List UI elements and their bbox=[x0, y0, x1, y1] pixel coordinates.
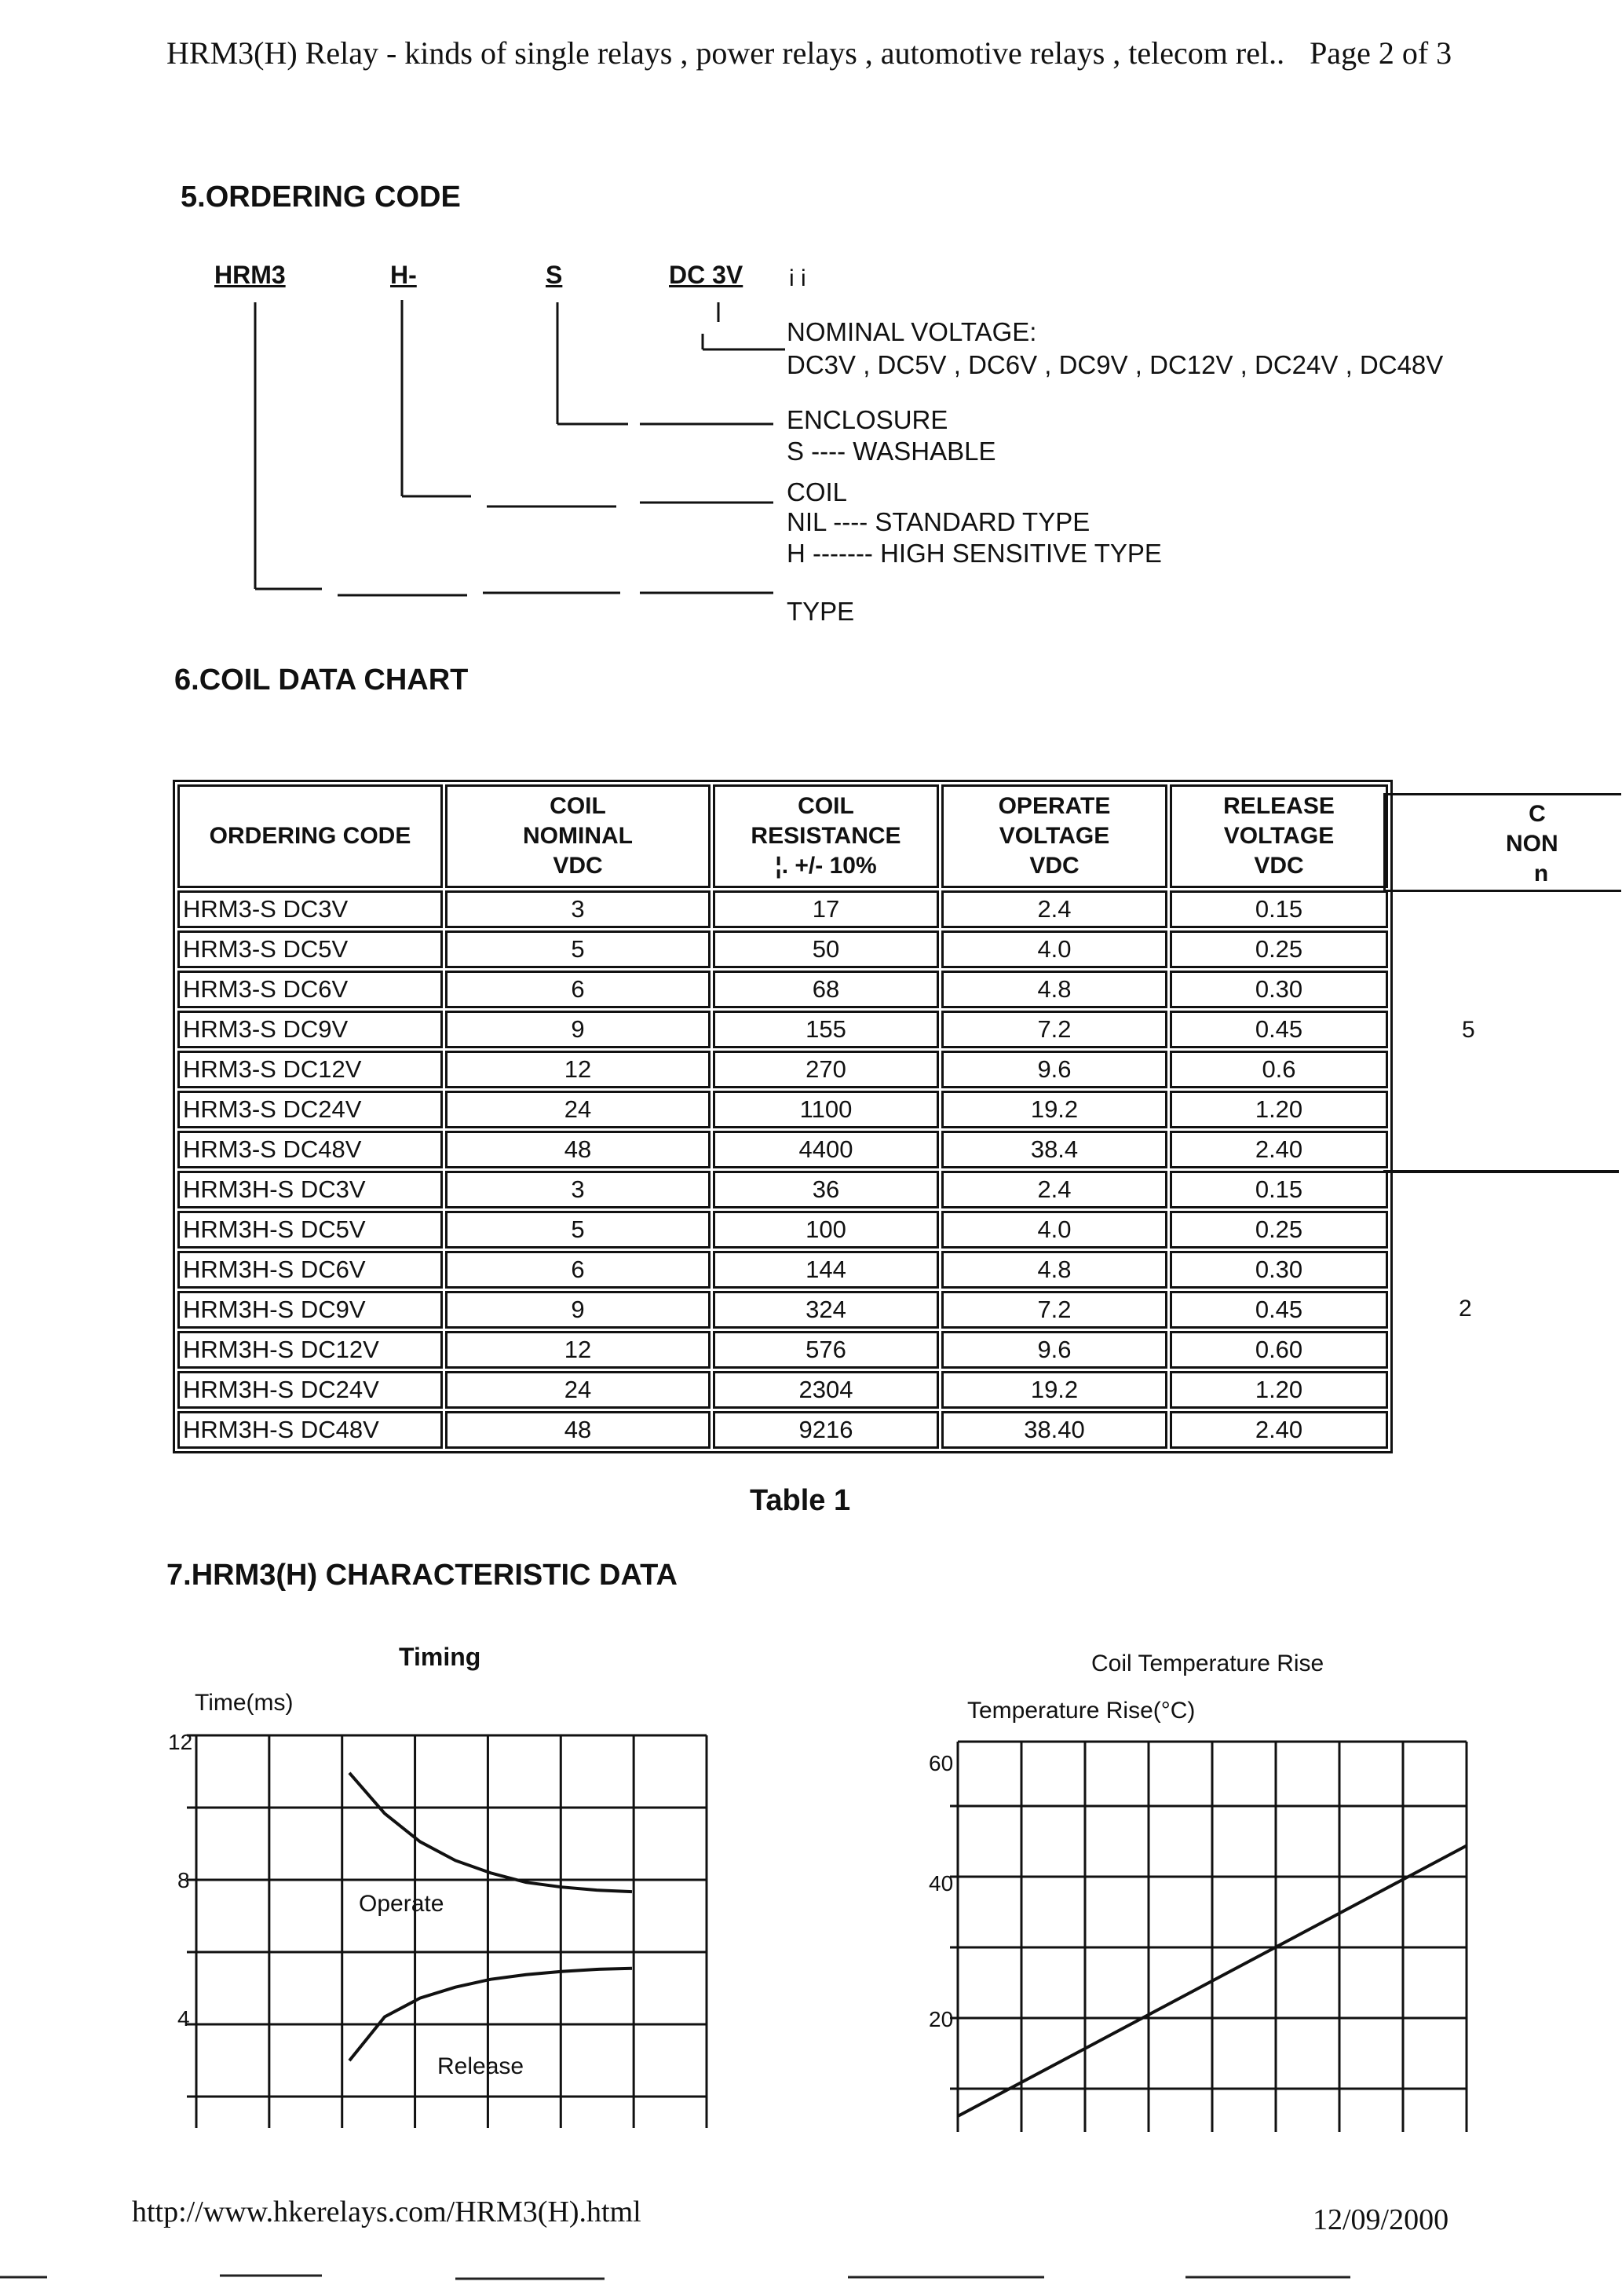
cell-coil-nominal: 6 bbox=[445, 1251, 711, 1289]
cell-coil-nominal: 24 bbox=[445, 1091, 711, 1128]
cell-coil-nominal: 9 bbox=[445, 1291, 711, 1329]
table-caption: Table 1 bbox=[750, 1484, 851, 1517]
cell-operate-voltage: 38.4 bbox=[941, 1131, 1167, 1168]
cell-operate-voltage: 4.8 bbox=[941, 971, 1167, 1008]
cut-header-line-1: C bbox=[1529, 801, 1546, 827]
cell-ordering-code: HRM3H-S DC12V bbox=[177, 1331, 443, 1369]
cut-header-line-3: n bbox=[1533, 861, 1549, 887]
cell-coil-resistance: 36 bbox=[713, 1171, 939, 1208]
cell-release-voltage: 0.25 bbox=[1170, 1211, 1388, 1249]
cell-operate-voltage: 2.4 bbox=[941, 1171, 1167, 1208]
cell-ordering-code: HRM3-S DC6V bbox=[177, 971, 443, 1008]
cell-release-voltage: 0.30 bbox=[1170, 971, 1388, 1008]
timing-chart-ylabel: Time(ms) bbox=[195, 1690, 294, 1716]
timing-release-line bbox=[349, 1969, 632, 2061]
cell-coil-nominal: 48 bbox=[445, 1411, 711, 1449]
cell-ordering-code: HRM3-S DC12V bbox=[177, 1051, 443, 1088]
cell-coil-resistance: 155 bbox=[713, 1011, 939, 1048]
cell-coil-resistance: 2304 bbox=[713, 1371, 939, 1409]
enclosure-label: ENCLOSURE bbox=[787, 405, 948, 434]
cell-release-voltage: 0.25 bbox=[1170, 930, 1388, 968]
temp-ytick-40: 40 bbox=[929, 1871, 954, 1896]
cell-coil-nominal: 12 bbox=[445, 1331, 711, 1369]
temp-grid bbox=[950, 1742, 1467, 2132]
nominal-voltage-label: NOMINAL VOLTAGE: bbox=[787, 317, 1037, 346]
cell-coil-nominal: 6 bbox=[445, 971, 711, 1008]
cell-ordering-code: HRM3H-S DC5V bbox=[177, 1211, 443, 1249]
cell-operate-voltage: 19.2 bbox=[941, 1371, 1167, 1409]
cell-operate-voltage: 4.0 bbox=[941, 1211, 1167, 1249]
cell-operate-voltage: 9.6 bbox=[941, 1051, 1167, 1088]
cell-coil-resistance: 324 bbox=[713, 1291, 939, 1329]
timing-ytick-8: 8 bbox=[177, 1868, 190, 1892]
cell-coil-resistance: 4400 bbox=[713, 1131, 939, 1168]
timing-operate-line bbox=[349, 1773, 632, 1892]
cell-operate-voltage: 9.6 bbox=[941, 1331, 1167, 1369]
cell-coil-resistance: 100 bbox=[713, 1211, 939, 1249]
cell-operate-voltage: 4.8 bbox=[941, 1251, 1167, 1289]
header-coil-nominal: COIL NOMINAL VDC bbox=[445, 784, 711, 888]
ordering-heading: 5.ORDERING CODE bbox=[181, 181, 461, 214]
cell-operate-voltage: 2.4 bbox=[941, 890, 1167, 928]
temp-chart-title: Coil Temperature Rise bbox=[1091, 1651, 1324, 1676]
cell-coil-resistance: 9216 bbox=[713, 1411, 939, 1449]
header-coil-resistance: COIL RESISTANCE ¦. +/- 10% bbox=[713, 784, 939, 888]
coil-label: COIL bbox=[787, 477, 848, 506]
cell-coil-resistance: 50 bbox=[713, 930, 939, 968]
cell-ordering-code: HRM3-S DC48V bbox=[177, 1131, 443, 1168]
cut-header-line-2: NON bbox=[1506, 831, 1558, 857]
cell-release-voltage: 0.15 bbox=[1170, 890, 1388, 928]
cell-operate-voltage: 7.2 bbox=[941, 1011, 1167, 1048]
characteristics-heading: 7.HRM3(H) CHARACTERISTIC DATA bbox=[166, 1559, 678, 1592]
enclosure-option: S ---- WASHABLE bbox=[787, 437, 996, 466]
cell-ordering-code: HRM3-S DC5V bbox=[177, 930, 443, 968]
code-part-voltage: DC 3V bbox=[669, 261, 743, 289]
cell-coil-resistance: 144 bbox=[713, 1251, 939, 1289]
coil-chart-heading: 6.COIL DATA CHART bbox=[174, 664, 469, 696]
cell-release-voltage: 2.40 bbox=[1170, 1411, 1388, 1449]
cell-coil-nominal: 3 bbox=[445, 1171, 711, 1208]
cell-coil-nominal: 9 bbox=[445, 1011, 711, 1048]
header-operate-voltage: OPERATE VOLTAGE VDC bbox=[941, 784, 1167, 888]
nominal-voltage-values: DC3V , DC5V , DC6V , DC9V , DC12V , DC24V , DC48V bbox=[787, 350, 1444, 379]
temp-ytick-60: 60 bbox=[929, 1751, 954, 1775]
coil-option-high: H ------- HIGH SENSITIVE TYPE bbox=[787, 539, 1162, 568]
cell-operate-voltage: 19.2 bbox=[941, 1091, 1167, 1128]
code-mark: i i bbox=[789, 265, 806, 291]
cell-release-voltage: 0.45 bbox=[1170, 1011, 1388, 1048]
cell-coil-resistance: 68 bbox=[713, 971, 939, 1008]
footer-date: 12/09/2000 bbox=[1313, 2203, 1449, 2236]
cell-ordering-code: HRM3-S DC3V bbox=[177, 890, 443, 928]
header-title: HRM3(H) Relay - kinds of single relays , power relays , automotive relays , telecom rel.. bbox=[166, 35, 1285, 71]
cell-coil-nominal: 24 bbox=[445, 1371, 711, 1409]
cell-ordering-code: HRM3H-S DC9V bbox=[177, 1291, 443, 1329]
cell-release-voltage: 0.6 bbox=[1170, 1051, 1388, 1088]
timing-series-label-release: Release bbox=[437, 2053, 524, 2079]
timing-chart-title: Timing bbox=[399, 1643, 481, 1671]
cell-coil-nominal: 5 bbox=[445, 1211, 711, 1249]
cell-operate-voltage: 7.2 bbox=[941, 1291, 1167, 1329]
cell-release-voltage: 1.20 bbox=[1170, 1091, 1388, 1128]
cell-ordering-code: HRM3-S DC24V bbox=[177, 1091, 443, 1128]
cell-coil-resistance: 576 bbox=[713, 1331, 939, 1369]
cut-value-high: 2 bbox=[1459, 1296, 1472, 1322]
cell-coil-nominal: 48 bbox=[445, 1131, 711, 1168]
cell-operate-voltage: 38.40 bbox=[941, 1411, 1167, 1449]
cell-release-voltage: 0.30 bbox=[1170, 1251, 1388, 1289]
cell-coil-resistance: 17 bbox=[713, 890, 939, 928]
cell-operate-voltage: 4.0 bbox=[941, 930, 1167, 968]
header-ordering-code: ORDERING CODE bbox=[177, 784, 443, 888]
header-page: Page 2 of 3 bbox=[1310, 35, 1452, 71]
timing-ytick-4: 4 bbox=[177, 2006, 190, 2031]
cell-ordering-code: HRM3H-S DC3V bbox=[177, 1171, 443, 1208]
cell-release-voltage: 0.45 bbox=[1170, 1291, 1388, 1329]
cell-ordering-code: HRM3H-S DC6V bbox=[177, 1251, 443, 1289]
coil-option-standard: NIL ---- STANDARD TYPE bbox=[787, 507, 1090, 536]
cell-coil-nominal: 5 bbox=[445, 930, 711, 968]
cell-ordering-code: HRM3H-S DC24V bbox=[177, 1371, 443, 1409]
code-part-enclosure: S bbox=[546, 261, 563, 289]
cell-ordering-code: HRM3-S DC9V bbox=[177, 1011, 443, 1048]
cell-coil-nominal: 12 bbox=[445, 1051, 711, 1088]
cut-value-standard: 5 bbox=[1462, 1017, 1475, 1043]
cell-coil-nominal: 3 bbox=[445, 890, 711, 928]
timing-series-label-operate: Operate bbox=[359, 1891, 444, 1917]
timing-ytick-12: 12 bbox=[168, 1730, 193, 1754]
temp-chart-ylabel: Temperature Rise(°C) bbox=[967, 1698, 1196, 1724]
scan-artifact-lines bbox=[0, 2269, 1622, 2293]
cell-release-voltage: 1.20 bbox=[1170, 1371, 1388, 1409]
code-part-coil: H- bbox=[390, 261, 417, 289]
cell-release-voltage: 2.40 bbox=[1170, 1131, 1388, 1168]
header-release-voltage: RELEASE VOLTAGE VDC bbox=[1170, 784, 1388, 888]
footer-url[interactable]: http://www.hkerelays.com/HRM3(H).html bbox=[132, 2195, 641, 2228]
code-part-type: HRM3 bbox=[214, 261, 286, 289]
cell-release-voltage: 0.60 bbox=[1170, 1331, 1388, 1369]
cell-release-voltage: 0.15 bbox=[1170, 1171, 1388, 1208]
cell-coil-resistance: 270 bbox=[713, 1051, 939, 1088]
cell-coil-resistance: 1100 bbox=[713, 1091, 939, 1128]
cell-ordering-code: HRM3H-S DC48V bbox=[177, 1411, 443, 1449]
temp-ytick-20: 20 bbox=[929, 2007, 954, 2031]
type-label: TYPE bbox=[787, 597, 855, 626]
